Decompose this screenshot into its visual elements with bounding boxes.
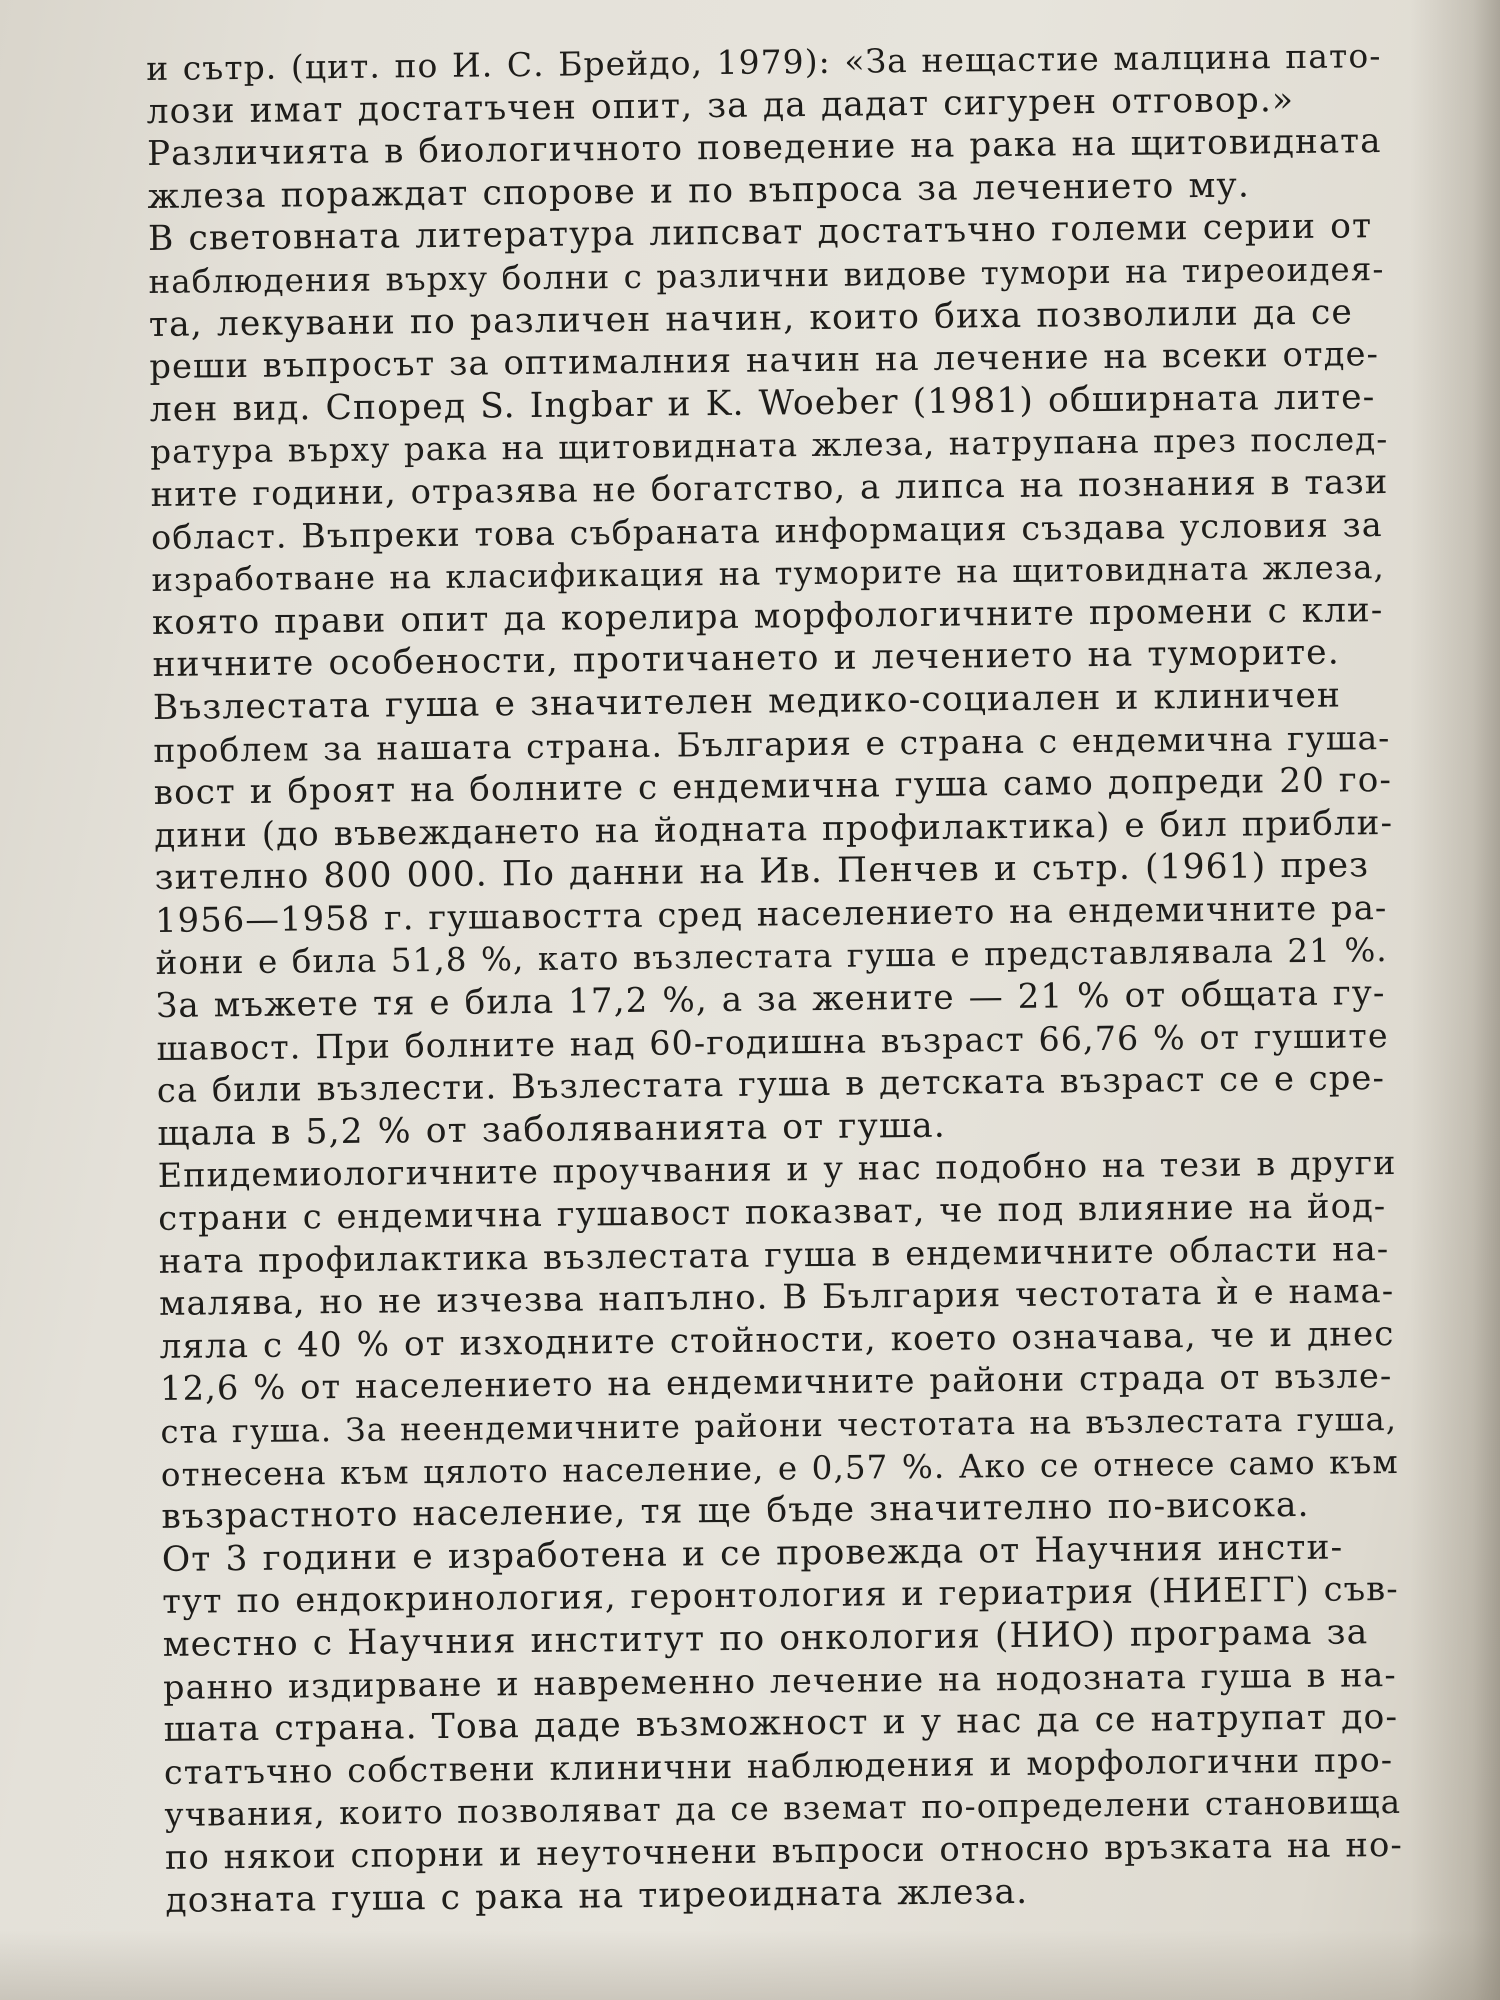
text-line: дозната гуша с рака на тиреоидната жлеза. [165, 1871, 1029, 1921]
text-line: са били възлести. Възлестата гуша в детската възраст се е сре- [156, 1058, 1386, 1111]
text-line: проблем за нашата страна. България е страна с ендемична гуша- [153, 717, 1391, 770]
text-line: щала в 5,2 % от заболяванията от гуша. [157, 1105, 947, 1154]
text-line: В световната литература липсват достатъчно големи серии от [147, 206, 1373, 260]
text-line: зително 800 000. По данни на Ив. Пенчев и сътр. (1961) през [154, 845, 1370, 899]
text-line: отнесена към цялото население, е 0,57 %. Ако се отнесе само към [160, 1442, 1399, 1494]
text-line: и сътр. (цит. по И. С. Брейдо, 1979): «За нещастие малцина пато- [146, 36, 1382, 88]
text-line: ните години, отразява не богатство, а липса на познания в тази [150, 461, 1389, 514]
text-line: дини (до въвеждането на йодната профилактика) е бил прибли- [154, 802, 1394, 856]
text-line: та, лекувани по различен начин, които биха позволили да се [148, 291, 1354, 345]
text-line: ста гуша. За неендемичните райони честотата на възлестата гуша, [160, 1399, 1398, 1451]
text-line: тут по ендокринология, геронтология и гериатрия (НИЕГГ) съв- [162, 1569, 1399, 1622]
text-line: йони е била 51,8 %, като възлестата гуша е представлявала 21 %. [155, 931, 1388, 983]
text-line: област. Въпреки това събраната информация създава условия за [150, 504, 1383, 557]
page-text [146, 35, 1406, 1922]
text-line: вост и броят на болните с ендемична гуша само допреди 20 го- [153, 760, 1393, 814]
page-bottom-shadow [0, 1930, 1500, 2000]
text-line: шавост. При болните над 60-годишна възраст 66,76 % от гушите [156, 1015, 1389, 1068]
text-line: Различията в биологичното поведение на рака на щитовидната [146, 121, 1382, 175]
text-line: ляла с 40 % от изходните стойности, което означава, че и днес [159, 1313, 1395, 1367]
text-line: страни с ендемична гушавост показват, че под влияние на йод- [158, 1186, 1387, 1238]
text-line: статъчно собствени клинични наблюдения и морфологични про- [163, 1739, 1394, 1792]
text-line: наблюдения върху болни с различни видове тумори на тиреоидея- [148, 250, 1385, 301]
text-line: ничните особености, протичането и лечението на туморите. [152, 632, 1340, 686]
text-line: ранно издирване и навременно лечение на нодозната гуша в на- [162, 1654, 1397, 1707]
text-line: която прави опит да корелира морфологичните промени с кли- [151, 589, 1384, 643]
text-line: От 3 години е изработена и се провежда от Научния инсти- [161, 1527, 1344, 1580]
text-line: 12,6 % от населението на ендемичните райони страда от възле- [159, 1356, 1393, 1409]
text-line: Възлестата гуша е значителен медико-социален и клиничен [152, 675, 1342, 728]
text-line: изработване на класификация на туморите на щитовидната жлеза, [151, 548, 1386, 600]
text-line: жлеза пораждат спорове и по въпроса за лечението му. [147, 165, 1251, 217]
text-line: малява, но не изчезва напълно. В България честотата ѝ е нама- [158, 1271, 1395, 1324]
text-line: ратура върху рака на щитовидната жлеза, натрупана през послед- [150, 420, 1389, 472]
text-line: Епидемиологичните проучвания и у нас подобно на тези в други [157, 1143, 1397, 1196]
page-edge-shadow [1410, 0, 1500, 2000]
text-line: 1956—1958 г. гушавостта сред населението на ендемичните ра- [154, 887, 1388, 940]
text-line: лози имат достатъчен опит, за да дадат сигурен отговор.» [146, 79, 1295, 132]
text-line: учвания, които позволяват да се вземат по-определени становища [164, 1783, 1402, 1835]
text-line: реши въпросът за оптималния начин на лечение на всеки отде- [149, 334, 1380, 387]
text-line: възрастното население, тя ще бъде значително по-висока. [161, 1485, 1310, 1538]
text-line: шата страна. Това даде възможност и у нас да се натрупат до- [163, 1697, 1399, 1751]
text-line: лен вид. Според S. Ingbar и K. Woeber (1981) обширната лите- [149, 376, 1376, 430]
text-line: ната профилактика възлестата гуша в ендемичните области на- [158, 1228, 1390, 1281]
text-line: по някои спорни и неуточнени въпроси относно връзката на но- [164, 1824, 1404, 1877]
text-line: За мъжете тя е била 17,2 %, а за жените — 21 % от общата гу- [155, 973, 1386, 1027]
text-line: местно с Научния институт по онкология (НИО) програма за [162, 1612, 1369, 1665]
